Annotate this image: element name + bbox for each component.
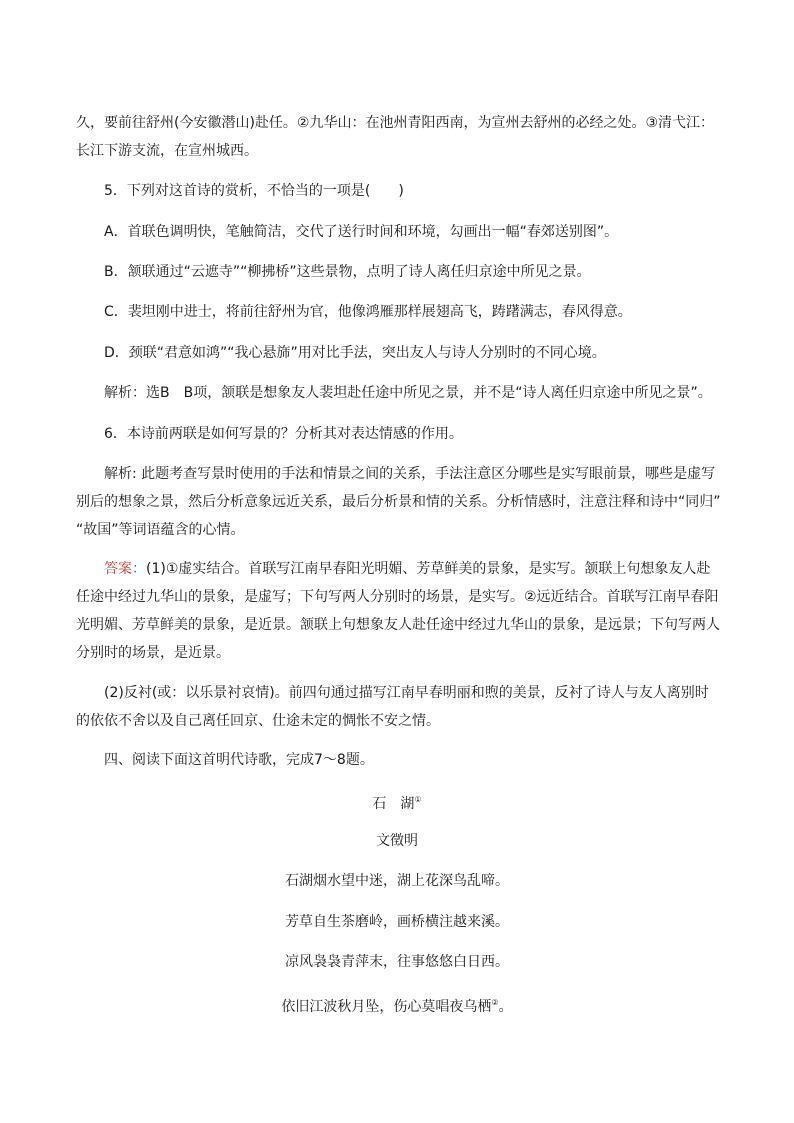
title-note-mark: ①	[414, 795, 422, 804]
q5-option-c: C．裴坦刚中进士，将前往舒州为官，他像鸿雁那样展翅高飞，踌躇满志，春风得意。	[104, 304, 632, 320]
q6-analysis-line-2: 别后的想象之景，然后分析意象远近关系，最后分析景和情的关系。分析情感时，注意注释和诗中“同归”	[76, 494, 721, 510]
q6-stem: 6．本诗前两联是如何写景的？分析其对表达情感的作用。	[104, 426, 463, 442]
q6-analysis-line-1: 解析: 此题考查写景时使用的手法和情景之间的关系，手法注意区分哪些是实写眼前景，哪些是虚写	[104, 466, 716, 482]
poem-line-3: 凉风袅袅青萍末，往事悠悠白日西。	[285, 954, 509, 970]
answer-label: 答案：	[104, 561, 146, 577]
q5-stem: 5．下列对这首诗的赏析，不恰当的一项是( )	[104, 183, 404, 199]
poem-author: 文徵明	[376, 833, 418, 849]
note-line-1: 久，要前往舒州(今安徽潜山)赴任。②九华山：在池州青阳西南，为宣州去舒州的必经之处。③清弋江：	[76, 115, 715, 131]
q6-answer2-line-2: 的依依不舍以及自己离任回京、仕途未定的惆怅不安之情。	[76, 713, 440, 729]
q6-analysis-line-3: “故国”等词语蕴含的心情。	[76, 522, 245, 538]
poem-line-2: 芳草自生茶磨岭，画桥横注越来溪。	[285, 914, 509, 930]
answer-text: (1)①虚实结合。首联写江南早春阳光明媚、芳草鲜美的景象，是实写。颔联上句想象友人赴	[146, 561, 711, 577]
poem-title: 石 湖①	[372, 795, 422, 812]
poem-line-4: 依旧江波秋月坠，伤心莫唱夜乌栖②。	[281, 998, 513, 1015]
note-line-2: 长江下游支流，在宣州城西。	[76, 143, 258, 159]
q6-answer2-line-1: (2)反衬(或：以乐景衬哀情)。前四句通过描写江南早春明丽和煦的美景，反衬了诗人与友人离别时	[104, 685, 709, 701]
q6-answer-line-2: 任途中经过九华山的景象，是虚写；下句写两人分别时的场景，是实写。②远近结合。首联写江南早春阳	[76, 589, 719, 605]
q5-analysis: 解析：选B B项，颔联是想象友人裴坦赴任途中所见之景，并不是“诗人离任归京途中所见之景”。	[104, 385, 712, 401]
q5-option-a: A．首联色调明快，笔触简洁，交代了送行时间和环境，勾画出一幅“春郊送别图”。	[104, 224, 619, 240]
q5-option-b: B．颔联通过“云遮寺”“柳拂桥”这些景物，点明了诗人离任归京途中所见之景。	[104, 264, 591, 280]
poem-line-1: 石湖烟水望中迷，湖上花深鸟乱啼。	[285, 873, 509, 889]
q6-answer-line-4: 分别时的场景，是近景。	[76, 645, 230, 661]
q6-answer-line-3: 光明媚、芳草鲜美的景象，是近景。颔联上句想象友人赴任途中经过九华山的景象，是远景；下句写两人	[76, 617, 720, 633]
q5-option-d: D．颈联“君意如鸿”“我心悬旆”用对比手法，突出友人与诗人分别时的不同心境。	[104, 345, 606, 361]
line-note-mark: ②	[491, 998, 499, 1007]
section-heading: 四、阅读下面这首明代诗歌，完成7～8题。	[104, 752, 374, 768]
q6-answer-line-1	[104, 556, 764, 582]
